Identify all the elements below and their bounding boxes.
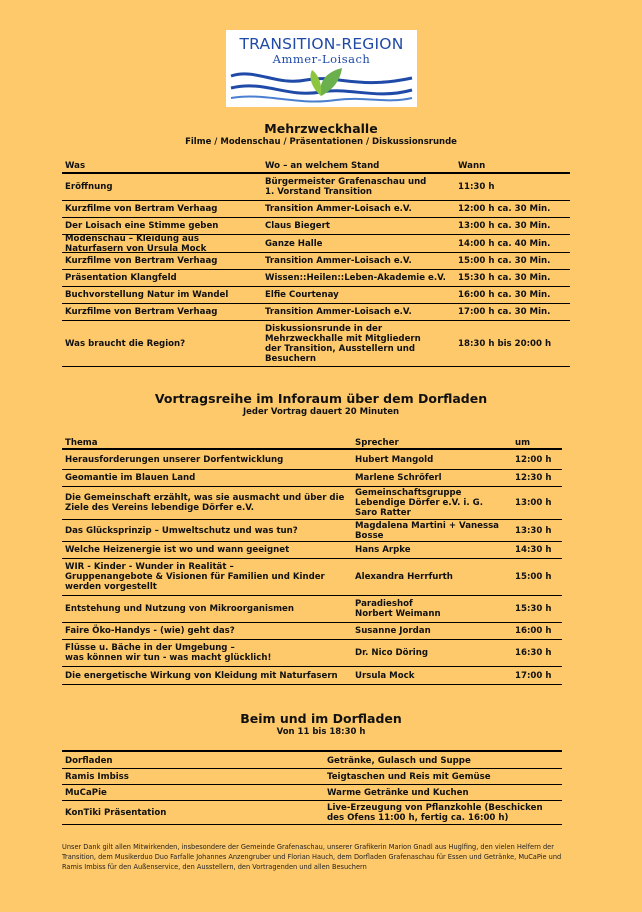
table-cell xyxy=(62,667,352,684)
table-cell xyxy=(62,253,262,269)
table-cell-text: 15:00 h xyxy=(515,572,552,582)
table-cell-text: Modenschau – Kleidung aus Naturfasern von Ursula Mock xyxy=(65,233,207,254)
table-cell xyxy=(512,596,562,622)
table-row xyxy=(62,520,562,542)
table-cell xyxy=(262,270,455,286)
table-cell xyxy=(62,470,352,486)
table-row xyxy=(62,235,570,253)
table-cell xyxy=(352,596,512,622)
table-cell-text: Ursula Mock xyxy=(355,670,415,681)
table-cell xyxy=(352,470,512,486)
table-cell-text: 18:30 h bis 20:00 h xyxy=(458,338,552,349)
table-cell xyxy=(62,785,324,800)
table-cell-text: Teigtaschen und Reis mit Gemüse xyxy=(327,771,491,782)
table-cell-text: Diskussionsrunde in der Mehrzweckhalle mit Mitgliedern der Transition, Ausstellern und Besuchern xyxy=(265,323,421,364)
table-cell-text: 15:00 h ca. 30 Min. xyxy=(458,256,551,266)
table-cell xyxy=(455,321,570,366)
table-cell xyxy=(62,640,352,666)
table-cell-text: Live-Erzeugung von Pflanzkohle (Beschicken des Ofens 11:00 h, fertig ca. 16:00 h) xyxy=(327,802,543,823)
table-cell-text: Kurzfilme von Bertram Verhaag xyxy=(65,256,218,266)
table-cell-text: Ganze Halle xyxy=(265,238,323,249)
table-cell-text: 16:00 h xyxy=(515,626,552,636)
table-cell xyxy=(455,235,570,252)
table-row xyxy=(62,321,570,367)
table-cell xyxy=(62,174,262,200)
table-cell xyxy=(512,623,562,639)
table-cell-text: 13:00 h xyxy=(515,498,552,508)
table-row xyxy=(62,470,562,487)
table-top-rule xyxy=(62,750,562,752)
table-cell xyxy=(455,174,570,200)
table-cell-text: Buchvorstellung Natur im Wandel xyxy=(65,290,229,300)
table-cell-text: Der Loisach eine Stimme geben xyxy=(65,221,219,231)
table-cell xyxy=(262,201,455,217)
table-cell-text: Warme Getränke und Kuchen xyxy=(327,787,469,798)
table-cell-text: Transition Ammer-Loisach e.V. xyxy=(265,204,412,214)
table-cell xyxy=(352,559,512,595)
table-cell xyxy=(62,235,262,252)
table-cell xyxy=(352,542,512,558)
table-cell-text: Transition Ammer-Loisach e.V. xyxy=(265,307,412,317)
table-cell xyxy=(455,287,570,303)
table-cell xyxy=(262,287,455,303)
table-cell-text: Transition Ammer-Loisach e.V. xyxy=(265,256,412,266)
table-cell-text: 11:30 h xyxy=(458,182,495,192)
table-row xyxy=(62,623,562,640)
table-cell xyxy=(512,559,562,595)
logo-title: TRANSITION-REGION xyxy=(239,35,404,53)
table-header-row xyxy=(62,429,562,450)
section2-subtitle: Jeder Vortrag dauert 20 Minuten xyxy=(242,407,400,417)
table-cell-text: Alexandra Herrfurth xyxy=(355,572,453,582)
table-cell xyxy=(62,321,262,366)
column-header xyxy=(62,429,352,448)
table-cell xyxy=(455,218,570,234)
table-cell xyxy=(262,218,455,234)
table-cell xyxy=(455,270,570,286)
table-cell xyxy=(512,470,562,486)
table-cell xyxy=(62,520,352,541)
table-cell-text: Herausforderungen unserer Dorfentwicklung xyxy=(65,454,284,465)
table-row xyxy=(62,270,570,287)
table-cell-text: Getränke, Gulasch und Suppe xyxy=(327,755,471,766)
table-cell xyxy=(62,304,262,320)
table-cell-text: 15:30 h xyxy=(515,604,552,614)
table-cell-text: Geomantie im Blauen Land xyxy=(65,473,196,483)
table-cell xyxy=(512,487,562,519)
table-cell xyxy=(62,753,324,768)
table-cell-text: Welche Heizenergie ist wo und wann geeignet xyxy=(65,545,290,555)
column-header-text: um xyxy=(515,438,531,448)
column-header-text: Thema xyxy=(65,438,98,448)
table-cell-text: Dr. Nico Döring xyxy=(355,648,429,658)
table-cell xyxy=(512,520,562,541)
table-cell-text: Hans Arpke xyxy=(355,545,411,555)
column-header xyxy=(262,159,455,172)
table-row xyxy=(62,667,562,685)
table-cell-text: Die Gemeinschaft erzählt, was sie ausmacht und über die Ziele des Vereins lebendige Dörfer e.V. xyxy=(65,493,345,513)
table-cell-text: 12:00 h xyxy=(515,454,552,465)
table-cell xyxy=(352,487,512,519)
table-row xyxy=(62,596,562,623)
table-cell xyxy=(352,520,512,541)
table-cell-text: 16:30 h xyxy=(515,648,552,658)
table-cell xyxy=(352,640,512,666)
table-cell-text: Ramis Imbiss xyxy=(65,771,129,782)
table-cell-text: KonTiki Präsentation xyxy=(65,807,167,818)
table-header-row xyxy=(62,159,570,174)
table-cell-text: Kurzfilme von Bertram Verhaag xyxy=(65,307,218,317)
table-cell xyxy=(62,559,352,595)
table-cell xyxy=(324,801,562,824)
section1-subtitle: Filme / Modenschau / Präsentationen / Diskussionsrunde xyxy=(185,137,457,147)
table-cell-text: 12:00 h ca. 30 Min. xyxy=(458,204,551,214)
table-cell xyxy=(352,623,512,639)
table-cell-text: Paradieshof Norbert Weimann xyxy=(355,599,441,619)
table-cell-text: Eröffnung xyxy=(65,182,113,192)
table-row xyxy=(62,785,562,801)
table-row xyxy=(62,801,562,825)
table-cell-text: Flüsse u. Bäche in der Umgebung – was können wir tun - was macht glücklich! xyxy=(65,643,272,663)
table-cell-text: Wissen::Heilen::Leben-Akademie e.V. xyxy=(265,273,446,283)
table-cell xyxy=(62,201,262,217)
table-cell-text: Elfie Courtenay xyxy=(265,290,339,300)
table-cell xyxy=(352,667,512,684)
section1-title: Mehrzweckhalle xyxy=(264,121,378,136)
table-cell-text: Susanne Jordan xyxy=(355,626,431,636)
table-cell-text: Claus Biegert xyxy=(265,221,330,231)
table-row xyxy=(62,487,562,520)
column-header xyxy=(455,159,570,172)
column-header-text: Was xyxy=(65,160,86,171)
table-row xyxy=(62,218,570,235)
table-cell-text: Dorfladen xyxy=(65,755,113,766)
table-cell-text: Entstehung und Nutzung von Mikroorganismen xyxy=(65,604,294,614)
transition-region-logo xyxy=(226,30,417,107)
table-cell-text: 17:00 h xyxy=(515,670,552,681)
table-cell-text: 12:30 h xyxy=(515,473,552,483)
table-cell-text: 13:00 h ca. 30 Min. xyxy=(458,221,551,231)
column-header-text: Wann xyxy=(458,160,486,171)
section3-title: Beim und im Dorfladen xyxy=(240,711,402,726)
table-cell xyxy=(324,785,562,800)
logo-subtitle: Ammer-Loisach xyxy=(272,52,371,66)
table-row xyxy=(62,450,562,470)
table-cell-text: Was braucht die Region? xyxy=(65,338,186,349)
table-cell-text: MuCaPie xyxy=(65,787,107,798)
table-cell xyxy=(512,542,562,558)
table-cell xyxy=(62,623,352,639)
table-cell-text: Bürgermeister Grafenaschau und 1. Vorstand Transition xyxy=(265,177,427,197)
table-cell xyxy=(62,542,352,558)
table-cell-text: Faire Öko-Handys - (wie) geht das? xyxy=(65,626,235,636)
table-cell-text: Marlene Schröferl xyxy=(355,473,442,483)
table-cell xyxy=(62,487,352,519)
column-header-text: Sprecher xyxy=(355,438,399,448)
table-row xyxy=(62,753,562,769)
footer-thanks: Unser Dank gilt allen Mitwirkenden, insbesondere der Gemeinde Grafenaschau, unserer Grafikerin Marion Gnadl aus Huglfing, den vielen Helfern der Transition, dem Musikerduo Duo Farfalle Johannes Anzengruber und Florian Hauch, dem Dorfladen Grafenaschau für Essen und Getränke, MuCaPie und Ramis Imbiss für den Außenservice, den Ausstellern, den Vortragenden und allen Besuchern xyxy=(62,843,562,871)
table-cell-text: Die energetische Wirkung von Kleidung mit Naturfasern xyxy=(65,670,338,681)
table-cell xyxy=(512,450,562,469)
table-cell xyxy=(455,253,570,269)
column-header xyxy=(62,159,262,172)
table-cell xyxy=(62,769,324,784)
column-header xyxy=(512,429,562,448)
table-cell-text: WIR - Kinder - Wunder in Realität – Gruppenangebote & Visionen für Familien und Kinder werden vorgestellt xyxy=(65,562,325,592)
table-cell-text: Gemeinschaftsgruppe Lebendige Dörfer e.V. i. G. Saro Ratter xyxy=(355,488,483,518)
table-row xyxy=(62,640,562,667)
section3-subtitle: Von 11 bis 18:30 h xyxy=(276,727,366,737)
table-cell-text: Präsentation Klangfeld xyxy=(65,273,177,283)
table-cell xyxy=(455,304,570,320)
table-row xyxy=(62,542,562,559)
table-cell xyxy=(262,304,455,320)
column-header-text: Wo – an welchem Stand xyxy=(265,160,380,171)
table-row xyxy=(62,769,562,785)
logo-river-leaf-icon xyxy=(226,30,417,107)
table-cell xyxy=(512,640,562,666)
table-cell xyxy=(324,769,562,784)
table-cell-text: 14:30 h xyxy=(515,545,552,555)
table-cell xyxy=(512,667,562,684)
table-cell-text: Das Glücksprinzip – Umweltschutz und was tun? xyxy=(65,525,298,536)
table-row xyxy=(62,559,562,596)
table-cell xyxy=(352,450,512,469)
table-cell xyxy=(324,753,562,768)
table-row xyxy=(62,201,570,218)
section2-title: Vortragsreihe im Inforaum über dem Dorfladen xyxy=(154,391,488,406)
table-cell-text: 14:00 h ca. 40 Min. xyxy=(458,238,551,249)
table-cell-text: 15:30 h ca. 30 Min. xyxy=(458,273,551,283)
table-cell xyxy=(62,287,262,303)
table-row xyxy=(62,304,570,321)
table-cell-text: Magdalena Martini + Vanessa Bosse xyxy=(355,520,499,541)
table-cell xyxy=(62,218,262,234)
table-row xyxy=(62,253,570,270)
table-cell xyxy=(62,596,352,622)
table-cell xyxy=(455,201,570,217)
column-header xyxy=(352,429,512,448)
table-cell-text: Hubert Mangold xyxy=(355,454,434,465)
table-cell xyxy=(62,270,262,286)
table-row xyxy=(62,174,570,201)
table-cell xyxy=(262,235,455,252)
table-cell xyxy=(262,174,455,200)
table-cell xyxy=(262,253,455,269)
table-cell xyxy=(62,450,352,469)
table-cell xyxy=(262,321,455,366)
table-cell-text: Kurzfilme von Bertram Verhaag xyxy=(65,204,218,214)
table-row xyxy=(62,287,570,304)
table-cell-text: 13:30 h xyxy=(515,525,552,536)
table-cell-text: 16:00 h ca. 30 Min. xyxy=(458,290,551,300)
table-cell-text: 17:00 h ca. 30 Min. xyxy=(458,307,551,317)
table-cell xyxy=(62,801,324,824)
